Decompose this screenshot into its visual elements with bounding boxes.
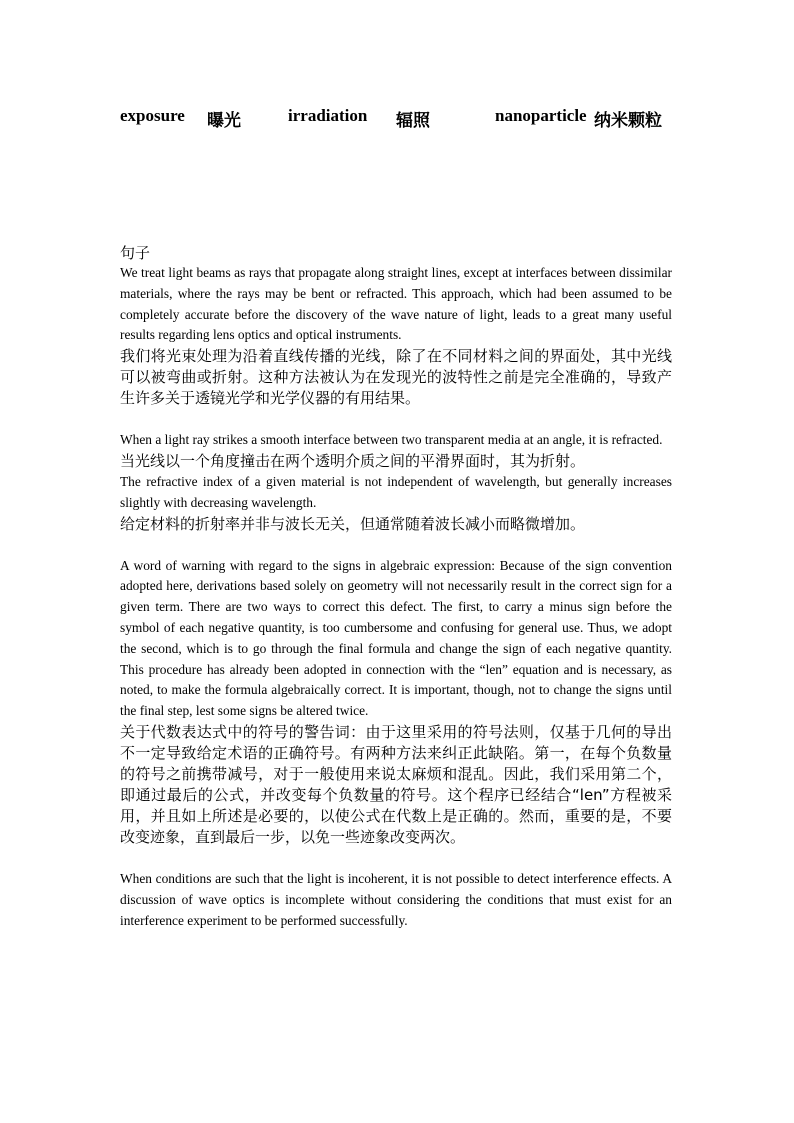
section-heading: 句子 [120,244,151,262]
term-en: exposure [120,106,185,125]
term-en: nanoparticle [495,106,587,125]
chinese-translation: 我们将光束处理为沿着直线传播的光线，除了在不同材料之间的界面处，其中光线可以被弯曲或折射。这种方法被认为在发现光的波特性之前是完全准确的，导致产生许多关于透镜光学和光学仪器的有用结果。 [120,347,672,408]
english-sentence: A word of warning with regard to the signs in algebraic expression: Because of the sign convention adopted here, derivations based solely on geometry will not necessarily result in the correct sign for a given term. There are two ways to correct this defect. The first, to carry a minus sign before the symbol of each negative quantity, is too cumbersome and confusing for general use. Thus, we adopt the second, which is to go through the final formula and change the sign of each negative quantity. This procedure has already been adopted in connection with the “len” equation and is necessary, as noted, to make the formula algebraically correct. It is important, though, not to change the signs until the final step, lest some signs be altered twice. [120,557,672,719]
term-en: irradiation [288,106,368,125]
chinese-translation: 当光线以一个角度撞击在两个透明介质之间的平滑界面时，其为折射。 [120,451,586,470]
english-sentence: We treat light beams as rays that propagate along straight lines, except at interfaces between dissimilar materials, where the rays may be bent or refracted. This approach, which had been assumed to be completely accurate before the discovery of the wave nature of light, leads to a great many useful results regarding lens optics and optical instruments. [120,265,672,343]
sentences-section [120,243,672,931]
term-cn: 纳米颗粒 [594,111,662,130]
english-sentence: When a light ray strikes a smooth interface between two transparent media at an angle, it is refracted. [120,432,663,448]
term-cn: 辐照 [396,111,430,130]
english-sentence: The refractive index of a given material is not independent of wavelength, but generally increases slightly with decreasing wavelength. [120,473,672,510]
chinese-translation: 给定材料的折射率并非与波长无关，但通常随着波长减小而略微增加。 [120,514,586,533]
vocabulary-terms [120,106,680,130]
english-sentence: When conditions are such that the light is incoherent, it is not possible to detect interference effects. A discussion of wave optics is incomplete without considering the conditions that must exist for an interference experiment to be performed successfully. [120,870,672,928]
term-cn: 曝光 [207,111,241,130]
chinese-translation: 关于代数表达式中的符号的警告词：由于这里采用的符号法则，仅基于几何的导出不一定导致给定术语的正确符号。有两种方法来纠正此缺陷。第一，在每个负数量的符号之前携带减号，对于一般使用来说太麻烦和混乱。因此，我们采用第二个，即通过最后的公式，并改变每个负数量的符号。这个程序已经结合“len”方程被采用，并且如上所述是必要的，以使公式在代数上是正确的。然而，重要的是，不要改变迹象，直到最后一步，以免一些迹象改变两次。 [120,722,672,846]
